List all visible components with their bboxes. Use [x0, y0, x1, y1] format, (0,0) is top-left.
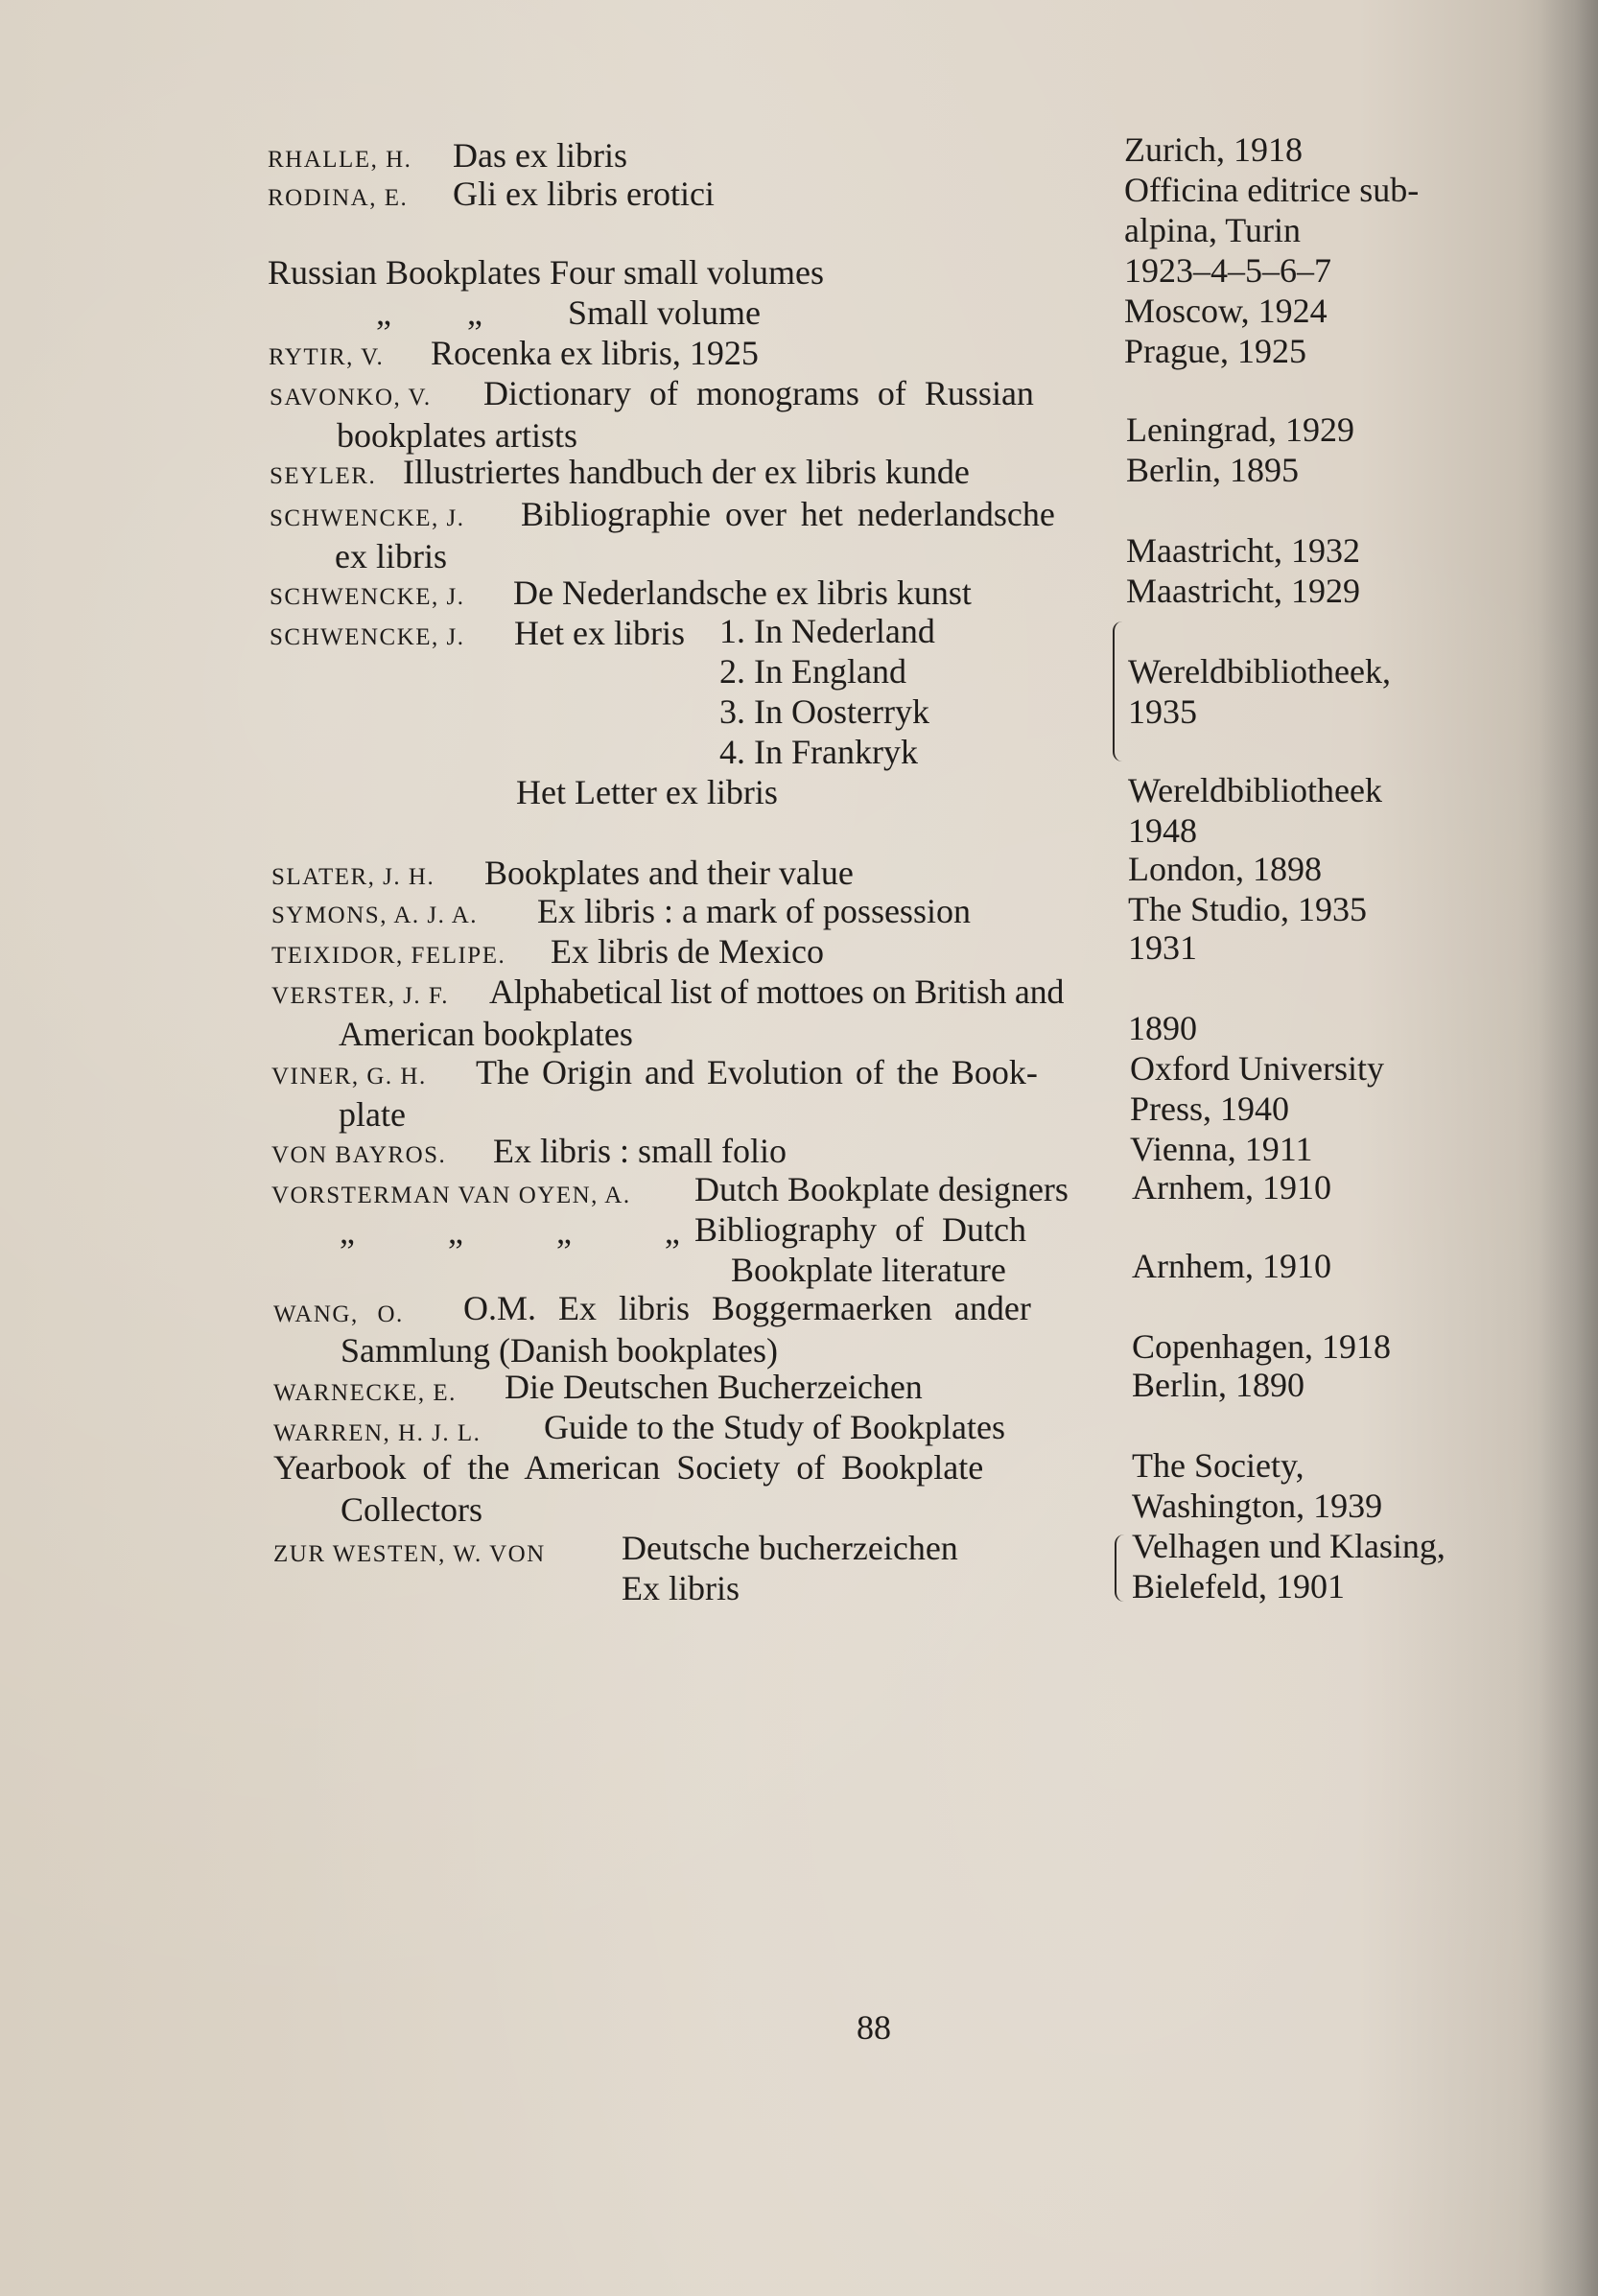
publisher: Washington, 1939: [1132, 1487, 1383, 1525]
title: Deutsche bucherzeichen: [622, 1529, 958, 1567]
list-item: [273, 1370, 457, 1413]
title: Ex libris : small folio: [493, 1132, 787, 1170]
list-item: [271, 1132, 446, 1175]
publisher: Berlin, 1895: [1126, 451, 1299, 489]
publisher: Berlin, 1890: [1132, 1366, 1304, 1404]
list-item: [271, 1053, 427, 1096]
title: Het Letter ex libris: [516, 773, 778, 811]
publisher: Arnhem, 1910: [1132, 1247, 1331, 1285]
title: Bookplates and their value: [484, 854, 854, 892]
list-item: [273, 1410, 481, 1453]
publisher: Arnhem, 1910: [1132, 1168, 1331, 1207]
title: Sammlung (Danish bookplates): [341, 1331, 778, 1370]
publisher: Moscow, 1924: [1124, 292, 1328, 330]
author: ZUR WESTEN, W. VON: [273, 1541, 546, 1567]
part: 3. In Oosterryk: [719, 692, 929, 731]
title: ex libris: [335, 537, 447, 575]
page-edge-shadow: [1540, 0, 1598, 2296]
list-item: [271, 972, 449, 1016]
author: TEIXIDOR, FELIPE.: [271, 943, 506, 969]
title: Het ex libris: [514, 614, 685, 652]
ditto-mark: „ „ „ „: [340, 1212, 680, 1251]
brace: [1115, 1535, 1124, 1602]
publisher: Wereldbibliotheek,: [1128, 652, 1392, 691]
publisher: The Society,: [1132, 1446, 1304, 1485]
author: WARREN, H. J. L.: [273, 1420, 482, 1446]
list-item: [271, 1172, 631, 1215]
title: Alphabetical list of mottoes on British and: [489, 972, 1065, 1011]
author: SEYLER.: [270, 463, 377, 489]
publisher: Zurich, 1918: [1124, 130, 1303, 169]
publisher: Velhagen und Klasing,: [1132, 1527, 1445, 1565]
publisher: Vienna, 1911: [1130, 1130, 1313, 1168]
publisher: 1923–4–5–6–7: [1124, 251, 1331, 290]
title: Bibliography of Dutch: [694, 1210, 1026, 1249]
brace: [1113, 621, 1124, 761]
title: Bibliographie over het nederlandsche: [521, 495, 1055, 533]
list-item: [268, 136, 411, 179]
author: RHALLE, H.: [268, 147, 412, 173]
publisher: 1931: [1128, 928, 1197, 967]
title: Dutch Bookplate designers: [694, 1170, 1069, 1208]
author: SCHWENCKE, J.: [270, 624, 465, 650]
list-item: [270, 614, 465, 657]
publisher: Press, 1940: [1130, 1089, 1290, 1128]
title: Guide to the Study of Bookplates: [544, 1408, 1005, 1446]
author: RODINA, E.: [268, 185, 409, 211]
list-item: [271, 892, 478, 935]
author: SCHWENCKE, J.: [270, 584, 465, 610]
publisher: London, 1898: [1128, 850, 1322, 888]
title: Small volume: [568, 293, 761, 332]
title: Das ex libris: [453, 136, 627, 175]
publisher: alpina, Turin: [1124, 211, 1302, 249]
part: 4. In Frankryk: [719, 733, 918, 771]
author: SYMONS, A. J. A.: [271, 902, 479, 928]
author: VINER, G. H.: [271, 1064, 427, 1089]
author: VORSTERMAN VAN OYEN, A.: [271, 1183, 631, 1208]
part: 1. In Nederland: [719, 612, 935, 650]
title: Russian Bookplates Four small volumes: [268, 253, 824, 292]
list-item: [271, 932, 505, 975]
author: WARNECKE, E.: [273, 1380, 457, 1406]
title: Illustriertes handbuch der ex libris kunde: [403, 453, 970, 491]
publisher: Maastricht, 1929: [1126, 572, 1360, 610]
title: Rocenka ex libris, 1925: [431, 334, 759, 372]
publisher: Officina editrice sub-: [1124, 171, 1420, 209]
title: Yearbook of the American Society of Bookplate: [273, 1448, 984, 1487]
list-item: [271, 854, 435, 897]
list-item: [270, 453, 376, 496]
title: Collectors: [341, 1490, 482, 1529]
publisher: Oxford University: [1130, 1049, 1384, 1088]
page-number: 88: [857, 2008, 891, 2047]
title: The Origin and Evolution of the Book-: [476, 1053, 1038, 1091]
author: SLATER, J. H.: [271, 864, 435, 890]
publisher: The Studio, 1935: [1128, 890, 1367, 928]
title: Ex libris de Mexico: [551, 932, 824, 971]
publisher: Leningrad, 1929: [1126, 410, 1354, 449]
title: Ex libris: [622, 1569, 740, 1607]
list-item: [273, 1291, 404, 1334]
author: VON BAYROS.: [271, 1142, 447, 1168]
title: De Nederlandsche ex libris kunst: [513, 574, 972, 612]
publisher: 1935: [1128, 692, 1197, 731]
author: VERSTER, J. F.: [271, 983, 450, 1009]
title: O.M. Ex libris Boggermaerken ander: [463, 1289, 1031, 1327]
list-item: [270, 574, 465, 617]
publisher: 1948: [1128, 811, 1197, 850]
author: SCHWENCKE, J.: [270, 505, 465, 531]
author: RYTIR, V.: [269, 344, 385, 370]
publisher: Bielefeld, 1901: [1132, 1567, 1345, 1605]
title: Dictionary of monograms of Russian: [483, 374, 1034, 412]
title: plate: [339, 1095, 406, 1134]
list-item: [268, 175, 408, 218]
title: Die Deutschen Bucherzeichen: [505, 1368, 923, 1406]
list-item: [270, 495, 465, 538]
author: SAVONKO, V.: [270, 385, 432, 410]
title: Ex libris : a mark of possession: [537, 892, 971, 930]
publisher: Prague, 1925: [1124, 332, 1306, 370]
list-item: [273, 1531, 546, 1574]
title: Gli ex libris erotici: [453, 175, 715, 213]
title: American bookplates: [339, 1015, 633, 1053]
ditto-mark: „ „: [376, 293, 482, 332]
list-item: [269, 334, 384, 377]
title: Bookplate literature: [731, 1251, 1006, 1289]
publisher: Copenhagen, 1918: [1132, 1327, 1391, 1366]
list-item: [270, 374, 432, 417]
title: bookplates artists: [337, 416, 577, 455]
part: 2. In England: [719, 652, 906, 691]
publisher: Maastricht, 1932: [1126, 531, 1360, 570]
publisher: Wereldbibliotheek: [1128, 771, 1383, 809]
author: WANG, O.: [273, 1301, 404, 1327]
publisher: 1890: [1128, 1009, 1197, 1047]
